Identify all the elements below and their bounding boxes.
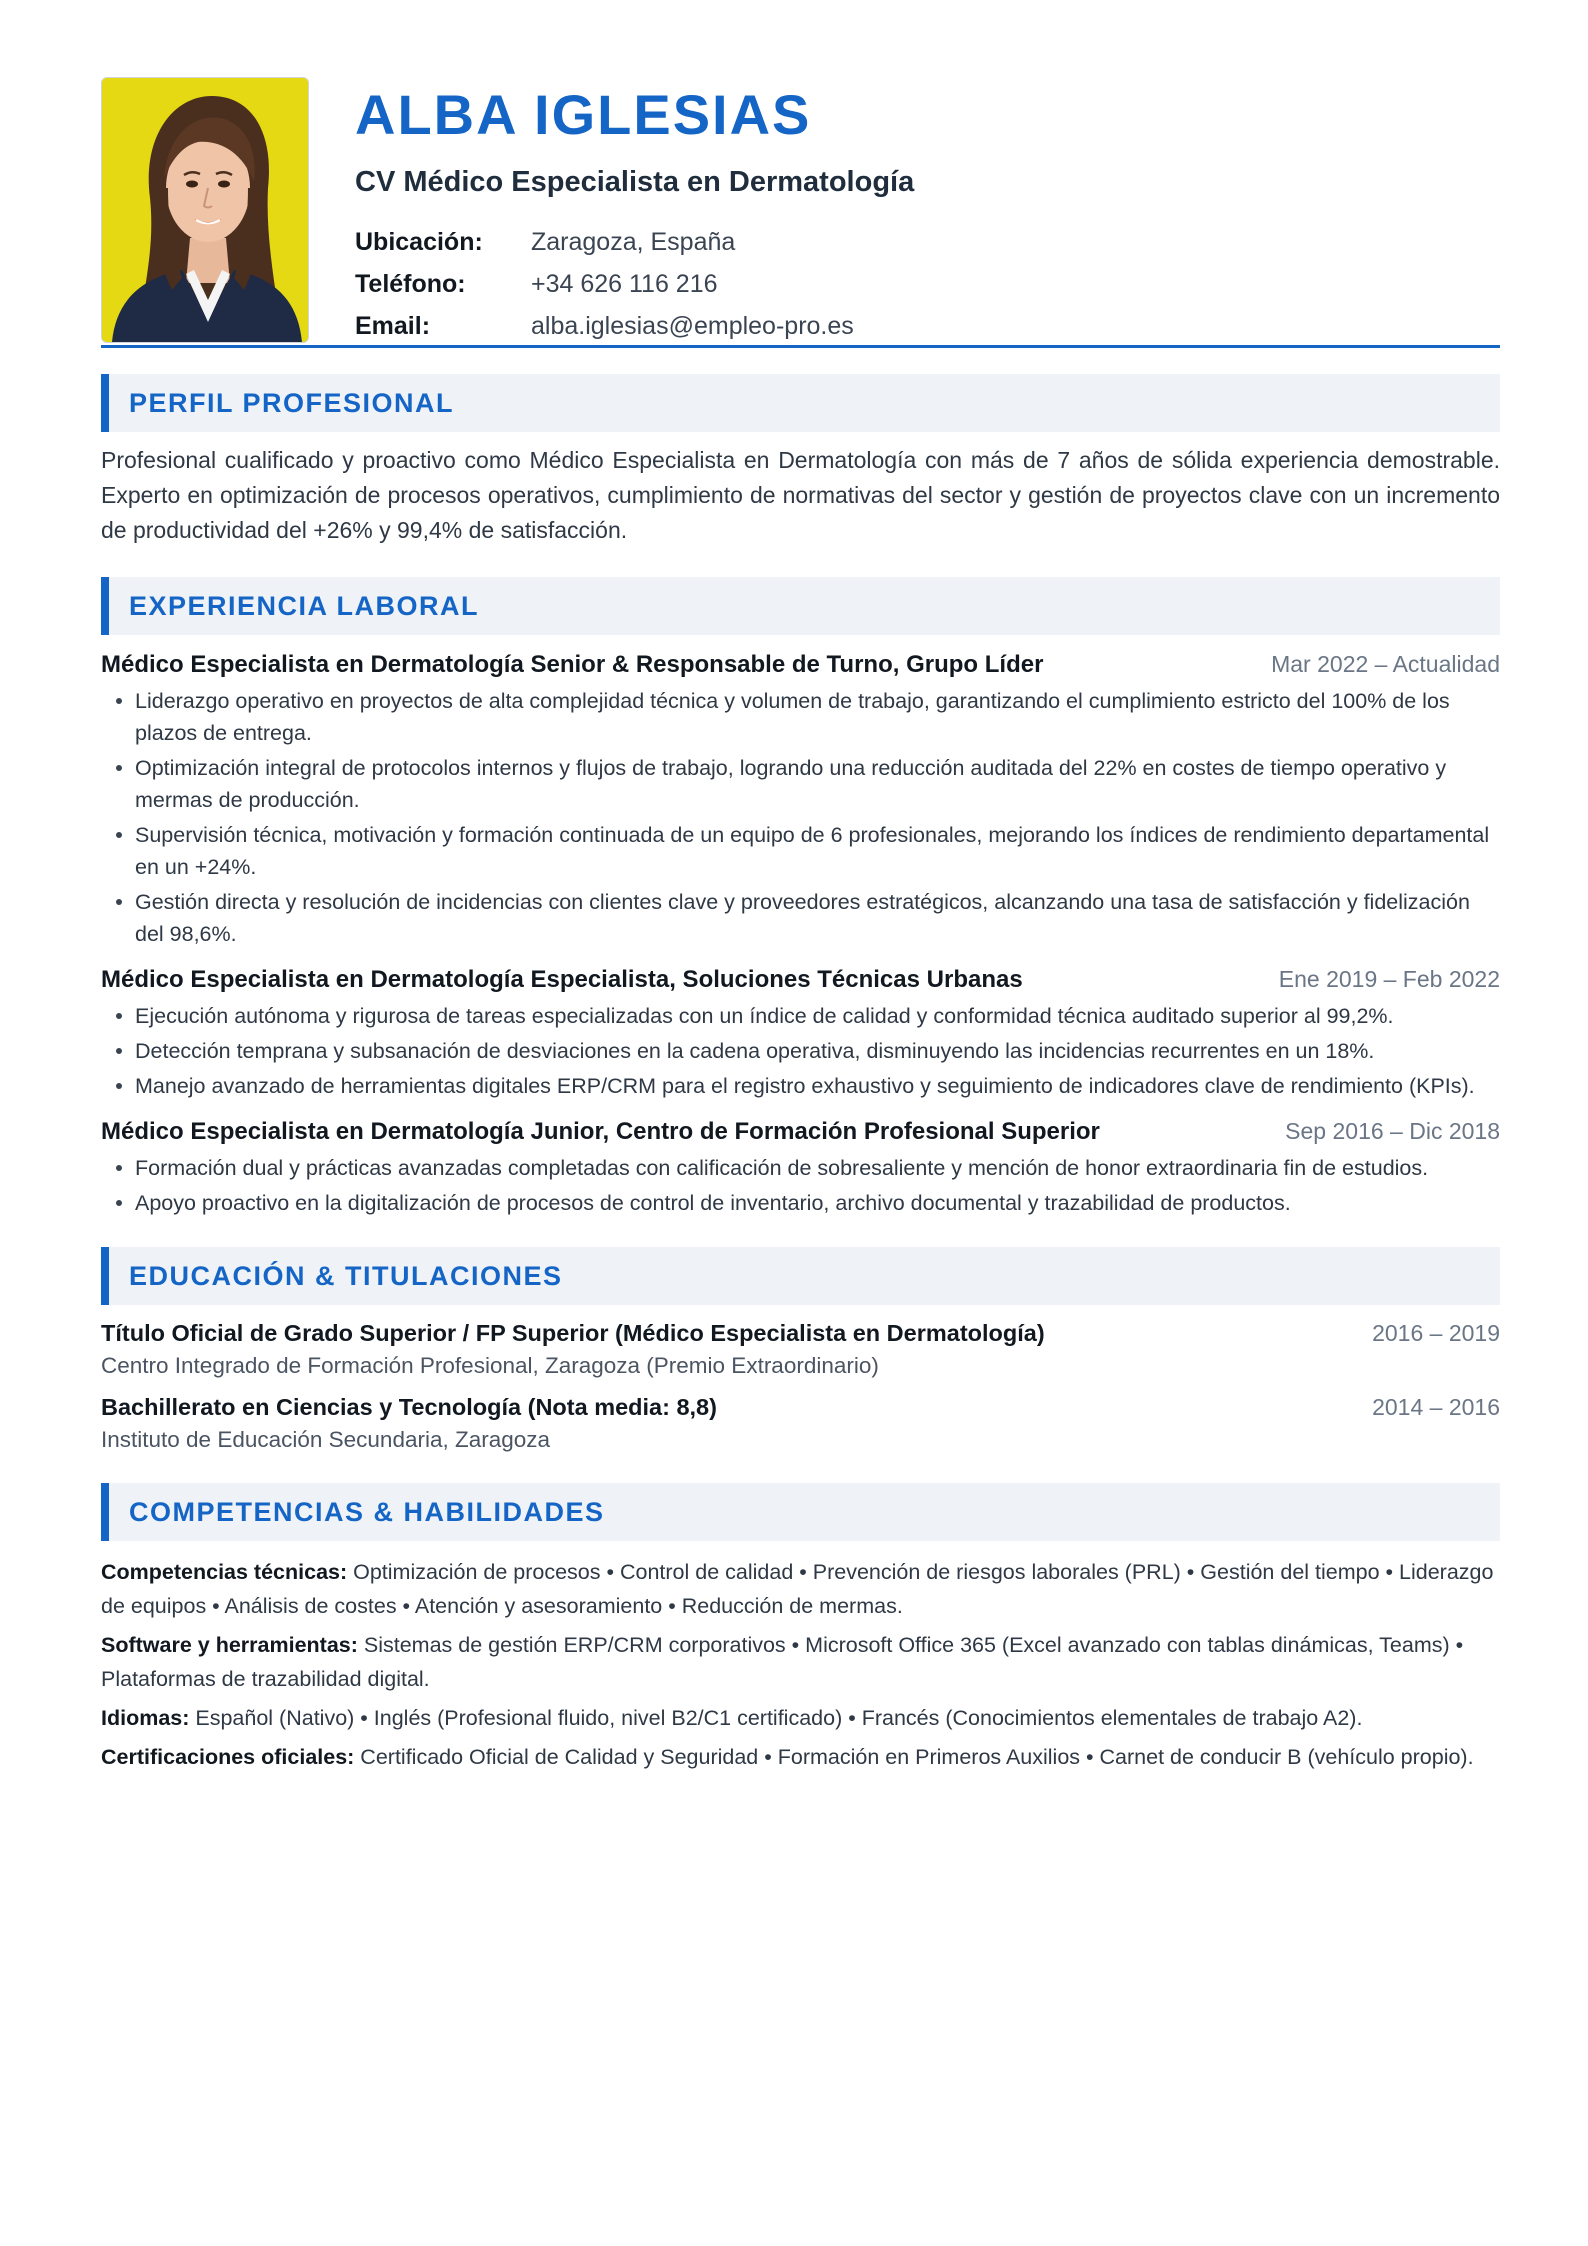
section-heading-education: EDUCACIÓN & TITULACIONES (101, 1247, 1500, 1305)
skill-label: Competencias técnicas: (101, 1560, 348, 1584)
job-entry (101, 966, 1500, 1102)
section-heading-profile: PERFIL PROFESIONAL (101, 374, 1500, 432)
job-header (101, 651, 1500, 679)
job-bullets (101, 1152, 1500, 1219)
skill-row-certifications (101, 1740, 1500, 1774)
job-bullets (101, 685, 1500, 950)
section-heading-experience: EXPERIENCIA LABORAL (101, 577, 1500, 635)
contact-value: Zaragoza, España (531, 227, 736, 256)
profile-photo (101, 77, 309, 343)
education-entry (101, 1320, 1500, 1379)
skill-text: Español (Nativo) • Inglés (Profesional fluido, nivel B2/C1 certificado) • Francés (Conocimientos elementales de trabajo A2). (189, 1706, 1363, 1730)
cv-subtitle: CV Médico Especialista en Dermatología (355, 166, 915, 198)
job-date: Mar 2022 – Actualidad (1271, 651, 1500, 677)
education-header (101, 1320, 1500, 1347)
job-date: Sep 2016 – Dic 2018 (1285, 1118, 1500, 1144)
job-entry (101, 651, 1500, 950)
education-date: 2016 – 2019 (1372, 1320, 1500, 1346)
job-bullet: Liderazgo operativo en proyectos de alta complejidad técnica y volumen de trabajo, garantizando el cumplimiento estricto del 100% de los plazos de entrega. (135, 685, 1500, 749)
contact-value: alba.iglesias@empleo-pro.es (531, 311, 854, 340)
skill-text: Sistemas de gestión ERP/CRM corporativos • Microsoft Office 365 (Excel avanzado con tablas dinámicas, Teams) • Plataformas de trazabilidad digital. (101, 1633, 1464, 1691)
job-title: Médico Especialista en Dermatología Junior, Centro de Formación Profesional Superior (101, 1118, 1100, 1145)
skill-row-software (101, 1628, 1500, 1696)
contact-label: Email: (355, 311, 431, 340)
skill-text: Certificado Oficial de Calidad y Seguridad • Formación en Primeros Auxilios • Carnet de conducir B (vehículo propio). (354, 1745, 1474, 1769)
contact-email (355, 305, 1500, 347)
job-bullet: Gestión directa y resolución de incidencias con clientes clave y proveedores estratégicos, alcanzando una tasa de satisfacción y fidelización del 98,6%. (135, 886, 1500, 950)
contact-phone (355, 263, 1500, 305)
education-header (101, 1394, 1500, 1421)
candidate-name: ALBA IGLESIAS (355, 83, 812, 146)
job-bullet: Detección temprana y subsanación de desviaciones en la cadena operativa, disminuyendo las incidencias recurrentes en un 18%. (135, 1035, 1500, 1067)
contact-list (355, 221, 1500, 347)
education-title: Título Oficial de Grado Superior / FP Superior (Médico Especialista en Dermatología) (101, 1320, 1045, 1346)
job-bullet: Ejecución autónoma y rigurosa de tareas especializadas con un índice de calidad y conformidad técnica auditado superior al 99,2%. (135, 1000, 1500, 1032)
job-bullet: Apoyo proactivo en la digitalización de procesos de control de inventario, archivo documental y trazabilidad de productos. (135, 1187, 1500, 1219)
job-bullet: Formación dual y prácticas avanzadas completadas con calificación de sobresaliente y mención de honor extraordinaria fin de estudios. (135, 1152, 1500, 1184)
education-title: Bachillerato en Ciencias y Tecnología (Nota media: 8,8) (101, 1394, 717, 1420)
skill-row-languages (101, 1701, 1500, 1735)
education-institution: Instituto de Educación Secundaria, Zaragoza (101, 1427, 551, 1452)
skill-label: Idiomas: (101, 1706, 190, 1730)
job-header (101, 1118, 1500, 1146)
job-bullets (101, 1000, 1500, 1102)
skill-label: Certificaciones oficiales: (101, 1745, 355, 1769)
education-institution: Centro Integrado de Formación Profesional, Zaragoza (Premio Extraordinario) (101, 1353, 879, 1378)
skill-text: Optimización de procesos • Control de calidad • Prevención de riesgos laborales (PRL) • Gestión del tiempo • Liderazgo de equipos • Análisis de costes • Atención y asesoramiento • Reducción de mermas. (101, 1560, 1494, 1618)
job-bullet: Manejo avanzado de herramientas digitales ERP/CRM para el registro exhaustivo y seguimiento de indicadores clave de rendimiento (KPIs). (135, 1070, 1500, 1102)
section-heading-skills: COMPETENCIAS & HABILIDADES (101, 1483, 1500, 1541)
skills-list (101, 1555, 1500, 1774)
contact-label: Teléfono: (355, 269, 466, 298)
job-bullet: Supervisión técnica, motivación y formación continuada de un equipo de 6 profesionales, mejorando los índices de rendimiento departamental en un +24%. (135, 819, 1500, 883)
job-date: Ene 2019 – Feb 2022 (1278, 966, 1500, 992)
job-title: Médico Especialista en Dermatología Especialista, Soluciones Técnicas Urbanas (101, 966, 1023, 993)
job-title: Médico Especialista en Dermatología Senior & Responsable de Turno, Grupo Líder (101, 651, 1044, 678)
contact-location (355, 221, 1500, 263)
contact-value: +34 626 116 216 (531, 269, 718, 298)
profile-summary: Profesional cualificado y proactivo como Médico Especialista en Dermatología con más de 7 años de sólida experiencia demostrable. Experto en optimización de procesos operativos, cumplimiento de normativas del sector y gestión de proyectos clave con un incremento de productividad del +26% y 99,4% de satisfacción. (101, 447, 1500, 543)
education-entry (101, 1394, 1500, 1453)
skill-row-technical (101, 1555, 1500, 1623)
job-header (101, 966, 1500, 994)
cv-header (101, 77, 1500, 343)
education-date: 2014 – 2016 (1372, 1394, 1500, 1420)
skill-label: Software y herramientas: (101, 1633, 358, 1657)
job-bullet: Optimización integral de protocolos internos y flujos de trabajo, logrando una reducción auditada del 22% en costes de tiempo operativo y mermas de producción. (135, 752, 1500, 816)
job-entry (101, 1118, 1500, 1219)
cv-page (101, 77, 1500, 1779)
header-info (355, 77, 1500, 347)
contact-label: Ubicación: (355, 227, 483, 256)
